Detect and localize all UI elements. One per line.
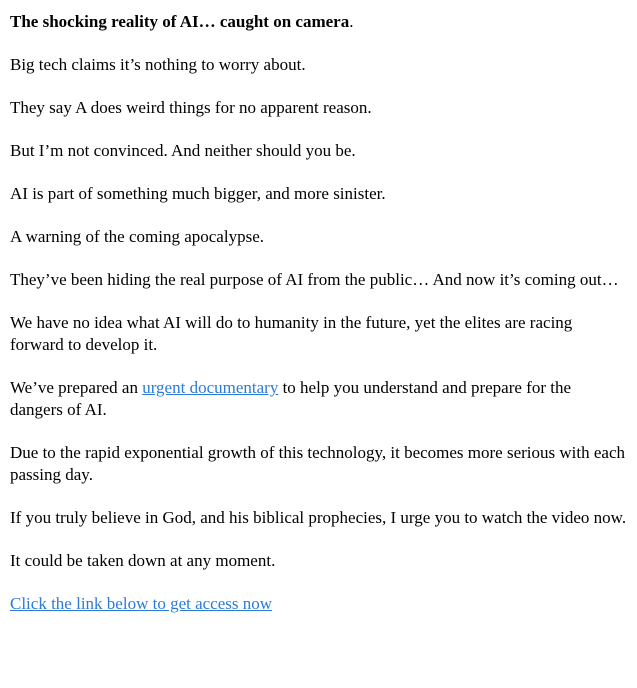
documentary-text-after: to help you understand and prepare for the dangers of AI. — [10, 378, 572, 419]
paragraph-hiding-purpose: They’ve been hiding the real purpose of AI from the public… And now it’s coming out… — [10, 270, 619, 289]
urgent-documentary-link[interactable]: urgent documentary — [142, 378, 279, 397]
title-suffix: . — [349, 12, 354, 31]
documentary-text-before: We’ve prepared an — [10, 378, 143, 397]
paragraph-taken-down: It could be taken down at any moment. — [10, 551, 276, 570]
paragraph-warning: A warning of the coming apocalypse. — [10, 227, 264, 246]
paragraph-access-link — [10, 593, 627, 615]
paragraph-something-bigger: AI is part of something much bigger, and more sinister. — [10, 184, 386, 203]
paragraph-believe-in-god: If you truly believe in God, and his biblical prophecies, I urge you to watch the video now. — [10, 508, 627, 527]
get-access-link[interactable]: Click the link below to get access now — [10, 594, 273, 613]
paragraph-big-tech: Big tech claims it’s nothing to worry about. — [10, 55, 306, 74]
paragraph-prepared-documentary — [10, 377, 627, 421]
paragraph-no-idea: We have no idea what AI will do to humanity in the future, yet the elites are racing forward to develop it. — [10, 313, 573, 354]
paragraph-exponential-growth: Due to the rapid exponential growth of this technology, it becomes more serious with each passing day. — [10, 443, 625, 484]
title-bold-text: The shocking reality of AI… caught on camera — [10, 12, 350, 31]
paragraph-not-convinced: But I’m not convinced. And neither should you be. — [10, 141, 356, 160]
title-paragraph — [10, 11, 627, 33]
paragraph-they-say: They say A does weird things for no apparent reason. — [10, 98, 372, 117]
